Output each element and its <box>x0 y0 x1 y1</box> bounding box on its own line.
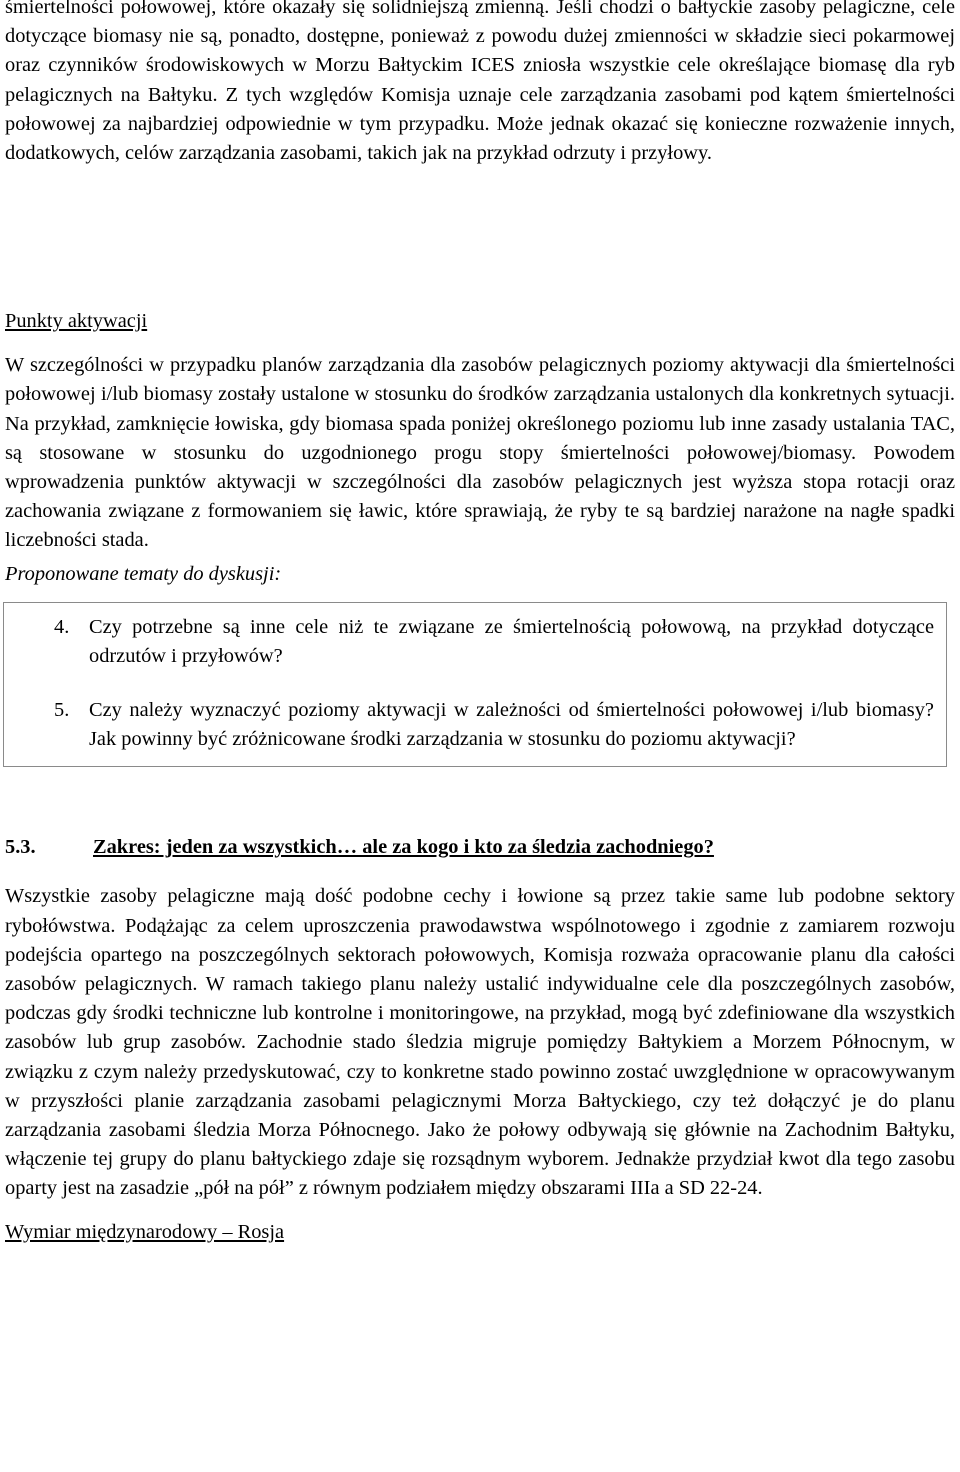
question-text: Czy należy wyznaczyć poziomy aktywacji w zależności od śmiertelności połowowej i/lub biomasy? Jak powinny być zróżnicowane środki zarządzania w stosunku do poziomu aktywacji? <box>89 699 934 751</box>
punkty-paragraph: W szczególności w przypadku planów zarządzania dla zasobów pelagicznych poziomy aktywacji dla śmiertelności połowowej i/lub biomasy zostały ustalone w stosunku do środków zarządzania ustalonych dla konkretnych sytuacji. Na przykład, zamknięcie łowiska, gdy biomasa spada poniżej określonego poziomu lub inne zasady ustalania TAC, są stosowane w stosunku do uzgodnionego progu stopy śmiertelności połowowej/biomasy. Powodem wprowadzenia punktów aktywacji w szczególności dla zasobów pelagicznych jest wyższa stopa rotacji oraz zachowania związane z formowaniem się ławic, które sprawiają, że ryby te są bardziej narażone na nagłe spadki liczebności stada. <box>5 354 955 552</box>
section-title: Zakres: jeden za wszystkich… ale za kogo i kto za śledzia zachodniego? <box>93 836 714 859</box>
question-number: 4. <box>54 615 70 638</box>
section-heading <box>5 833 955 862</box>
zakres-paragraph: Wszystkie zasoby pelagiczne mają dość podobne cechy i łowione są przez takie same lub podobne sektory rybołówstwa. Podążając za celem uproszczenia prawodawstwa wspólnotowego i zgodnie z zamiarem rozwoju podejścia opartego na poszczególnych sektorach połowowych, Komisja rozważa opracowanie planu dla całości zasobów pelagicznych. W ramach takiego planu należy ustalić indywidualne cele dla poszczególnych zasobów, podczas gdy środki techniczne lub kontrolne i monitoringowe, na przykład, mogą być zdefiniowane dla wszystkich zasobów lub grup zasobów. Zachodnie stado śledzia migruje pomiędzy Bałtykiem a Morzem Północnym, w związku z czym należy przedyskutować, czy to konkretne stado powinno zostać uwzględnione w opracowywanym w przyszłości planie zarządzania zasobami pelagicznymi Morza Bałtyckiego, czy też dołączyć je do planu zarządzania zasobami śledzia Morza Północnego. Jako że połowy odbywają się głównie na Zachodnim Bałtyku, włączenie tej grupy do planu bałtyckiego zdaje się rozsądnym wyborem. Jednakże przydział kwot dla tego zasobu oparty jest na zasadzie „pół na pół” z równym podziałem między obszarami IIIa a SD 22-24. <box>5 885 955 1200</box>
heading-wymiar-miedzynarodowy: Wymiar międzynarodowy – Rosja <box>5 1220 285 1243</box>
section-number: 5.3. <box>5 836 36 859</box>
heading-punkty-aktywacji: Punkty aktywacji <box>5 310 148 333</box>
question-text: Czy potrzebne są inne cele niż te związane ze śmiertelnością połowową, na przykład dotyczące odrzutów i przyłowów? <box>89 615 934 667</box>
question-number: 5. <box>54 699 70 722</box>
question-item <box>54 696 934 754</box>
question-item <box>54 613 934 671</box>
intro-paragraph: śmiertelności połowowej, które okazały się solidniejszą zmienną. Jeśli chodzi o bałtyckie zasoby pelagiczne, cele dotyczące biomasy nie są, ponadto, dostępne, ponieważ z powodu dużej zmienności w składzie sieci pokarmowej oraz czynników środowiskowych w Morzu Bałtyckim ICES zniosła wszystkie cele określające biomasę dla ryb pelagicznych na Bałtyku. Z tych względów Komisja uznaje cele zarządzania zasobami pod kątem śmiertelności połowowej za najbardziej odpowiednie w tym przypadku. Może jednak okazać się konieczne rozważenie innych, dodatkowych, celów zarządzania zasobami, takich jak na przykład odrzuty i przyłowy. <box>5 0 955 165</box>
document-page <box>5 0 955 1247</box>
heading-discussion-topics: Proponowane tematy do dyskusji: <box>5 562 282 585</box>
discussion-questions-box <box>3 602 947 768</box>
